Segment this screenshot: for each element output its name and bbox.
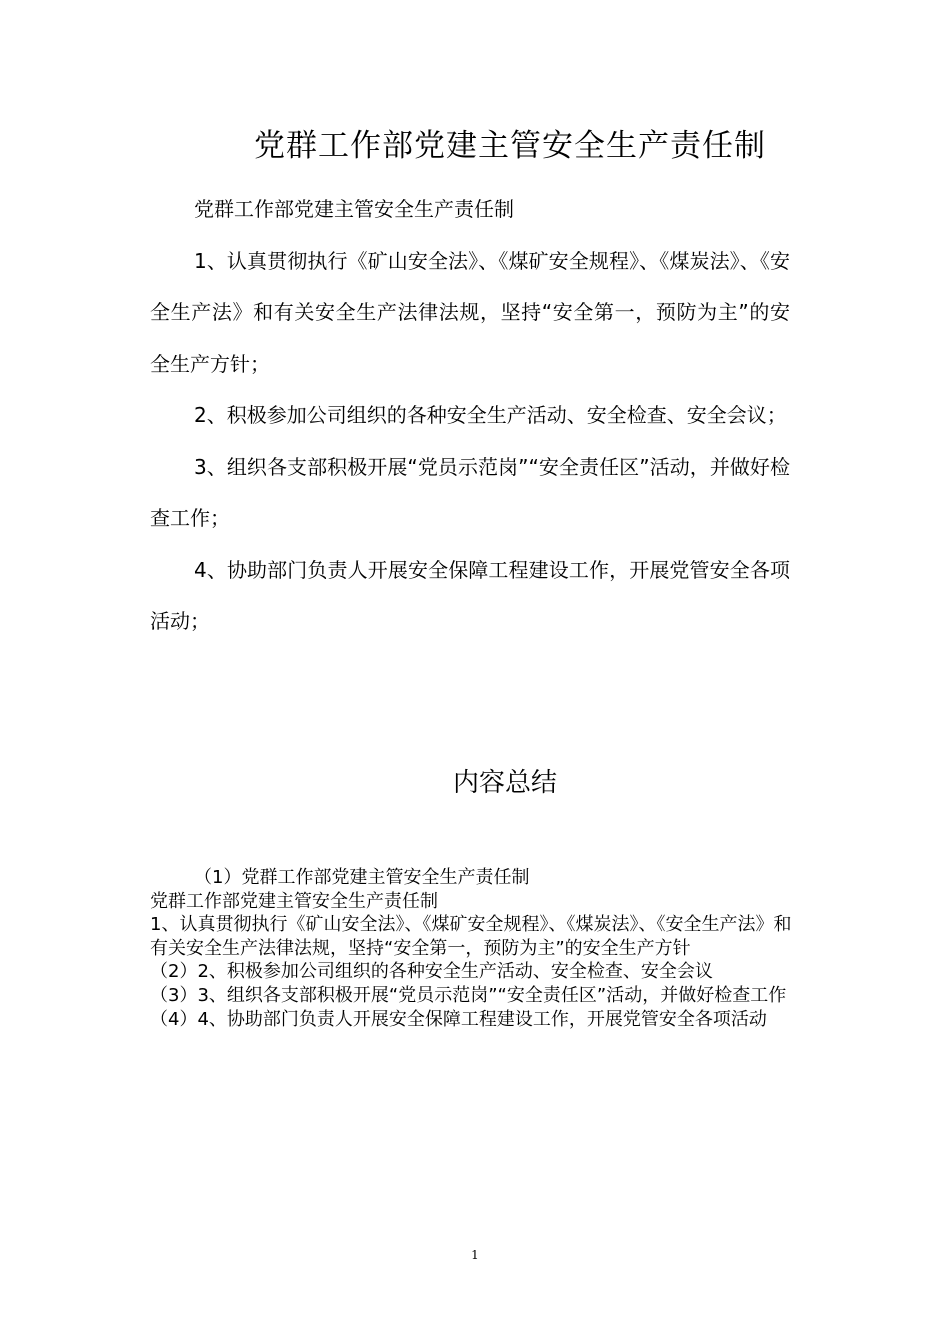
summary-title: 内容总结	[452, 768, 557, 798]
body-paragraph-1: 1、认真贯彻执行《矿山安全法》、《煤矿安全规程》、《煤炭法》、《安全生产法》和有关安全生产法律法规，坚持“安全第一，预防为主”的安全生产方针；	[150, 248, 790, 376]
body-paragraph-4: 4、协助部门负责人开展安全保障工程建设工作，开展党管安全各项活动；	[150, 557, 790, 633]
page-number: 1	[471, 1248, 479, 1262]
summary-line: 1、认真贯彻执行《矿山安全法》、《煤矿安全规程》、《煤炭法》、《安全生产法》和有关安全生产法律法规，坚持“安全第一，预防为主”的安全生产方针	[150, 914, 792, 959]
document-title: 党群工作部党建主管安全生产责任制	[254, 128, 766, 164]
body-paragraph-3: 3、组织各支部积极开展“党员示范岗”“安全责任区”活动，并做好检查工作；	[150, 454, 790, 530]
body-paragraph-2: 2、积极参加公司组织的各种安全生产活动、安全检查、安全会议；	[194, 403, 787, 427]
body-paragraph-heading: 党群工作部党建主管安全生产责任制	[194, 197, 514, 221]
summary-section	[150, 866, 798, 1031]
summary-line: （3）3、组织各支部积极开展“党员示范岗”“安全责任区”活动，并做好检查工作	[150, 984, 787, 1006]
summary-line: （2）2、积极参加公司组织的各种安全生产活动、安全检查、安全会议	[150, 961, 713, 983]
document-body	[150, 184, 790, 648]
summary-line: 党群工作部党建主管安全生产责任制	[150, 890, 438, 912]
summary-line: （1）党群工作部党建主管安全生产责任制	[194, 867, 530, 888]
summary-line: （4）4、协助部门负责人开展安全保障工程建设工作，开展党管安全各项活动	[150, 1008, 767, 1030]
